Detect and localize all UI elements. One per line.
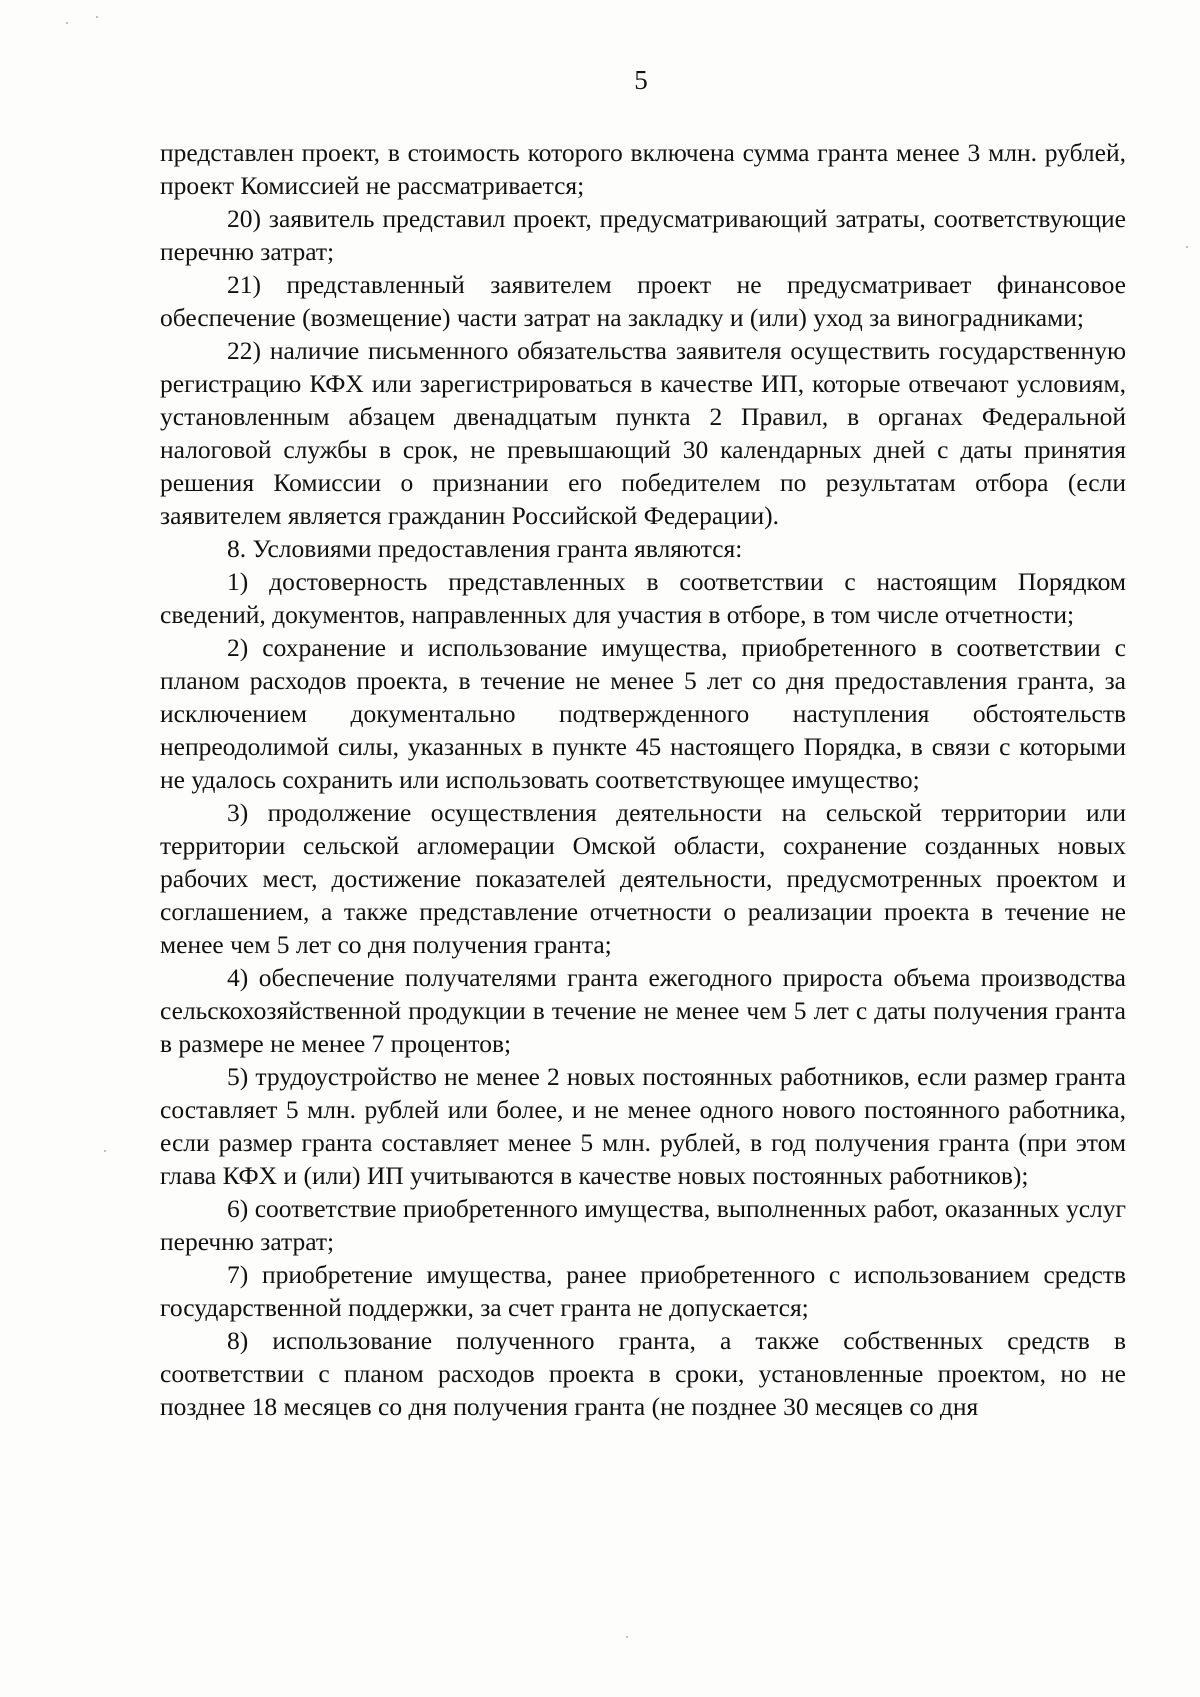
scan-speck — [96, 16, 98, 18]
condition-item-6: 6) соответствие приобретенного имущества, выполненных работ, оказанных услуг перечню затрат; — [160, 1194, 1126, 1256]
condition-item-2: 2) сохранение и использование имущества, приобретенного в соответствии с планом расходов проекта, в течение не менее 5 лет со дня предоставления гранта, за исключением документально подтвержденного наступления обстоятельств непреодолимой силы, указанных в пункте 45 настоящего Порядка, в связи с которыми не удалось сохранить или использовать соответствующее имущество; — [160, 633, 1126, 794]
condition-item-5: 5) трудоустройство не менее 2 новых постоянных работников, если размер гранта составляет 5 млн. рублей или более, и не менее одного нового постоянного работника, если размер гранта составляет менее 5 млн. рублей, в год получения гранта (при этом глава КФХ и (или) ИП учитываются в качестве новых постоянных работников); — [160, 1062, 1126, 1190]
scan-speck — [1186, 246, 1188, 248]
condition-item-1: 1) достоверность представленных в соответствии с настоящим Порядком сведений, документов, направленных для участия в отборе, в том числе отчетности; — [160, 567, 1126, 629]
scan-speck — [104, 1150, 106, 1152]
scan-speck — [626, 1636, 628, 1638]
scan-speck — [66, 22, 68, 24]
condition-item-3: 3) продолжение осуществления деятельности на сельской территории или территории сельской агломерации Омской области, сохранение созданных новых рабочих мест, достижение показателей деятельности, предусмотренных проектом и соглашением, а также представление отчетности о реализации проекта в течение не менее чем 5 лет со дня получения гранта; — [160, 798, 1126, 959]
condition-item-4: 4) обеспечение получателями гранта ежегодного прироста объема производства сельскохозяйственной продукции в течение не менее чем 5 лет с даты получения гранта в размере не менее 7 процентов; — [160, 963, 1126, 1058]
condition-item-7: 7) приобретение имущества, ранее приобретенного с использованием средств государственной поддержки, за счет гранта не допускается; — [160, 1260, 1126, 1322]
paragraph-item-22: 22) наличие письменного обязательства заявителя осуществить государственную регистрацию КФХ или зарегистрироваться в качестве ИП, которые отвечают условиям, установленным абзацем двенадцатым пункта 2 Правил, в органах Федеральной налоговой службы в срок, не превышающий 30 календарных дней с даты принятия решения Комиссии о признании его победителем по результатам отбора (если заявителем является гражданин Российской Федерации). — [160, 336, 1126, 530]
page-number: 5 — [634, 65, 648, 95]
paragraph-item-21: 21) представленный заявителем проект не предусматривает финансовое обеспечение (возмещение) части затрат на закладку и (или) уход за виноградниками; — [160, 270, 1126, 332]
section-heading-8: 8. Условиями предоставления гранта являются: — [227, 534, 743, 563]
paragraph-item-20: 20) заявитель представил проект, предусматривающий затраты, соответствующие перечню затрат; — [160, 204, 1126, 266]
document-body — [160, 136, 1126, 1423]
condition-item-8: 8) использование полученного гранта, а также собственных средств в соответствии с планом расходов проекта в сроки, установленные проектом, но не позднее 18 месяцев со дня получения гранта (не позднее 30 месяцев со дня — [160, 1326, 1126, 1421]
paragraph-continuation: представлен проект, в стоимость которого включена сумма гранта менее 3 млн. рублей, проект Комиссией не рассматривается; — [160, 138, 1126, 200]
